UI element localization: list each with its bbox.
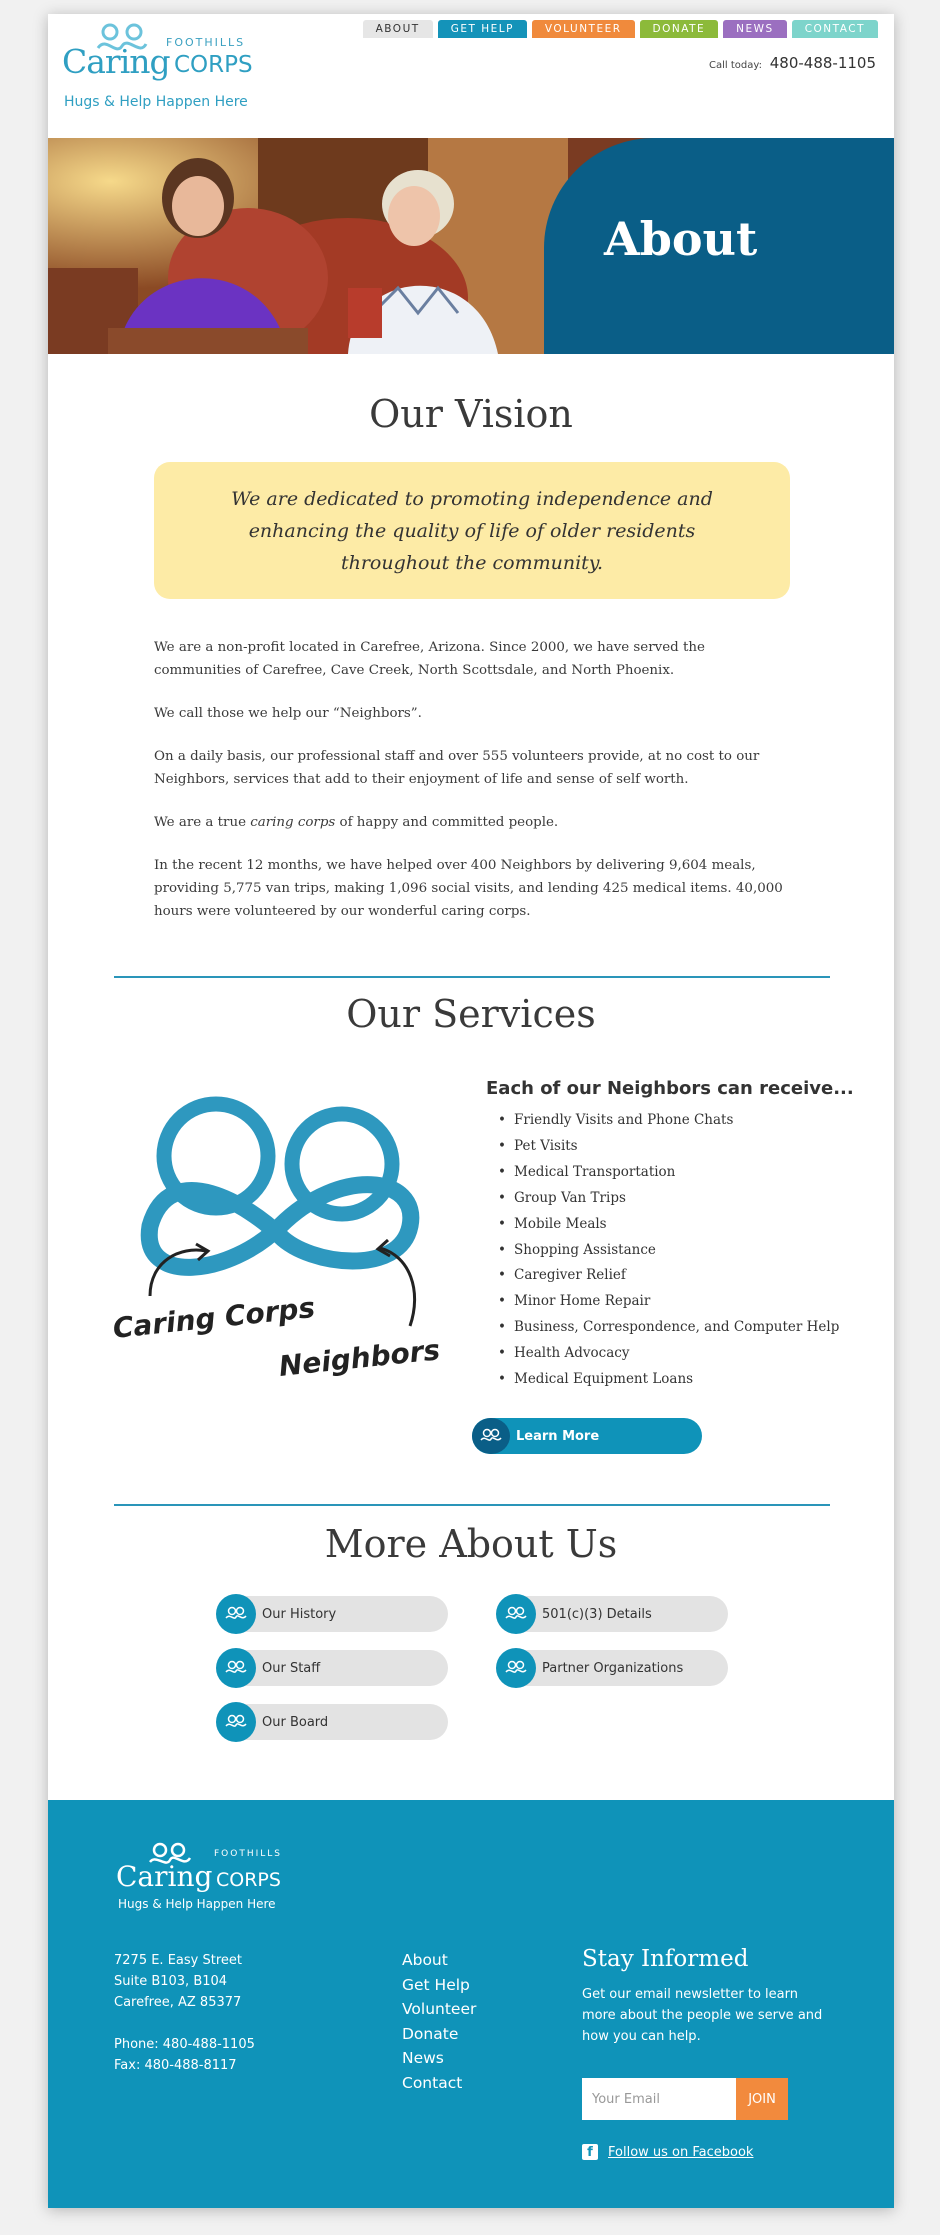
- service-item: • Caregiver Relief: [514, 1263, 839, 1289]
- more-link-label: Our Board: [262, 1714, 329, 1730]
- more-link-our-history[interactable]: [218, 1596, 448, 1632]
- neighbors-icon: [216, 1702, 256, 1742]
- logo-tagline: Hugs & Help Happen Here: [64, 94, 248, 110]
- more-link-label: Partner Organizations: [542, 1660, 684, 1676]
- footer-logo-caring: Caring: [116, 1860, 213, 1893]
- services-title: Our Services: [346, 992, 596, 1036]
- logo-corps-text: CORPS: [174, 52, 253, 78]
- about-paragraph: We call those we help our “Neighbors”.: [154, 706, 422, 721]
- more-link-label: 501(c)(3) Details: [542, 1606, 652, 1622]
- caring-corps-emphasis: caring corps: [250, 815, 336, 830]
- logo-foothills-text: FOOTHILLS: [166, 36, 246, 49]
- address-line: Suite B103, B104: [114, 1974, 228, 1989]
- hero-photo: [48, 138, 568, 354]
- service-item: • Medical Transportation: [514, 1160, 839, 1186]
- service-item: • Shopping Assistance: [514, 1238, 839, 1264]
- footer-logo-tagline: Hugs & Help Happen Here: [118, 1897, 276, 1911]
- logo-caring-text: Caring: [62, 42, 170, 81]
- learn-more-button[interactable]: [472, 1418, 702, 1454]
- about-paragraph: We are a non-profit located in Carefree, Arizona. Since 2000, we have served the communities of Carefree, Cave Creek, North Scottsdale, and North Phoenix.: [154, 640, 705, 678]
- facebook-label: Follow us on Facebook: [608, 2144, 754, 2160]
- more-link-label: Our Staff: [262, 1660, 321, 1676]
- phone-number[interactable]: 480-488-1105: [769, 54, 876, 72]
- nav-item-donate[interactable]: DONATE: [640, 20, 719, 38]
- more-link-our-staff[interactable]: [218, 1650, 448, 1686]
- service-item: • Group Van Trips: [514, 1186, 839, 1212]
- nav-item-get-help[interactable]: GET HELP: [438, 20, 527, 38]
- address-spacer: [114, 2013, 255, 2034]
- footer-fax: Fax: 480-488-8117: [114, 2058, 237, 2073]
- about-text: of happy and committed people.: [335, 815, 559, 830]
- caring-corps-neighbors-art: [110, 1086, 444, 1386]
- facebook-link[interactable]: [582, 2144, 753, 2160]
- neighbors-icon: [496, 1594, 536, 1634]
- site-logo[interactable]: [62, 20, 312, 124]
- more-link-501-c-3-details[interactable]: [498, 1596, 728, 1632]
- page-title: About: [604, 212, 758, 266]
- footer-phone[interactable]: Phone: 480-488-1105: [114, 2037, 255, 2052]
- facebook-icon: f: [582, 2144, 598, 2160]
- footer-nav: [402, 1948, 476, 2095]
- section-divider: [114, 1504, 830, 1506]
- newsletter-description: Get our email newsletter to learn more about the people we serve and how you can help.: [582, 1987, 823, 2044]
- site-header: [48, 14, 894, 138]
- more-link-partner-organizations[interactable]: [498, 1650, 728, 1686]
- learn-more-label: Learn More: [516, 1428, 600, 1444]
- about-paragraph: [154, 811, 790, 834]
- footer-address: [114, 1950, 255, 2076]
- neighbors-icon: [216, 1594, 256, 1634]
- header-phone[interactable]: [709, 54, 876, 72]
- footer-link-about[interactable]: About: [402, 1951, 448, 1969]
- address-line: Carefree, AZ 85377: [114, 1995, 242, 2010]
- about-paragraph: On a daily basis, our professional staff and over 555 volunteers provide, at no cost to our Neighbors, services that add to their enjoyment of life and sense of self worth.: [154, 749, 760, 787]
- newsletter-form: [582, 2078, 788, 2120]
- main-nav: [363, 20, 878, 38]
- footer-link-volunteer[interactable]: Volunteer: [402, 2000, 477, 2018]
- about-body: [154, 636, 790, 943]
- vision-title: Our Vision: [369, 392, 573, 436]
- footer-logo-corps: CORPS: [216, 1869, 281, 1891]
- site-footer: [48, 1800, 894, 2208]
- address-line: 7275 E. Easy Street: [114, 1953, 242, 1968]
- service-item: • Health Advocacy: [514, 1341, 839, 1367]
- phone-label: Call today:: [709, 60, 762, 71]
- hero-banner: [48, 138, 894, 354]
- about-text: We are a true: [154, 815, 251, 830]
- email-input[interactable]: [582, 2078, 736, 2120]
- more-about-title: More About Us: [324, 1522, 618, 1566]
- about-paragraph: In the recent 12 months, we have helped over 400 Neighbors by delivering 9,604 meals, providing 5,775 van trips, making 1,096 social visits, and lending 425 medical items. 40,000 hours were volunteered by our wonderful caring corps.: [154, 858, 783, 919]
- section-divider: [114, 976, 830, 978]
- service-item: • Business, Correspondence, and Computer Help: [514, 1315, 839, 1341]
- neighbors-icon: [472, 1418, 510, 1454]
- more-link-label: Our History: [262, 1606, 337, 1622]
- art-caring-corps-text: Caring Corps: [111, 1290, 317, 1345]
- footer-link-news[interactable]: News: [402, 2049, 444, 2067]
- nav-item-volunteer[interactable]: VOLUNTEER: [532, 20, 635, 38]
- service-item: • Medical Equipment Loans: [514, 1367, 839, 1393]
- page: [48, 14, 894, 2208]
- nav-item-news[interactable]: NEWS: [723, 20, 787, 38]
- service-item: • Mobile Meals: [514, 1212, 839, 1238]
- nav-item-contact[interactable]: CONTACT: [792, 20, 878, 38]
- footer-link-get-help[interactable]: Get Help: [402, 1975, 470, 1994]
- service-item: • Friendly Visits and Phone Chats: [514, 1108, 839, 1134]
- services-heading: Each of our Neighbors can receive...: [486, 1078, 854, 1099]
- footer-logo[interactable]: [116, 1840, 296, 1914]
- footer-link-donate[interactable]: Donate: [402, 2024, 459, 2043]
- more-link-our-board[interactable]: [218, 1704, 448, 1740]
- neighbors-icon: [216, 1648, 256, 1688]
- join-button[interactable]: JOIN: [736, 2078, 788, 2120]
- footer-link-contact[interactable]: Contact: [402, 2073, 463, 2092]
- vision-statement: We are dedicated to promoting independence and enhancing the quality of life of older residents throughout the community.: [154, 462, 790, 599]
- neighbors-icon: [496, 1648, 536, 1688]
- services-list: [514, 1108, 839, 1393]
- service-item: • Minor Home Repair: [514, 1289, 839, 1315]
- footer-logo-foothills: FOOTHILLS: [214, 1849, 283, 1859]
- stay-informed-title: Stay Informed: [582, 1946, 749, 1972]
- art-neighbors-text: Neighbors: [277, 1333, 442, 1383]
- service-item: • Pet Visits: [514, 1134, 839, 1160]
- nav-item-about[interactable]: ABOUT: [363, 20, 433, 38]
